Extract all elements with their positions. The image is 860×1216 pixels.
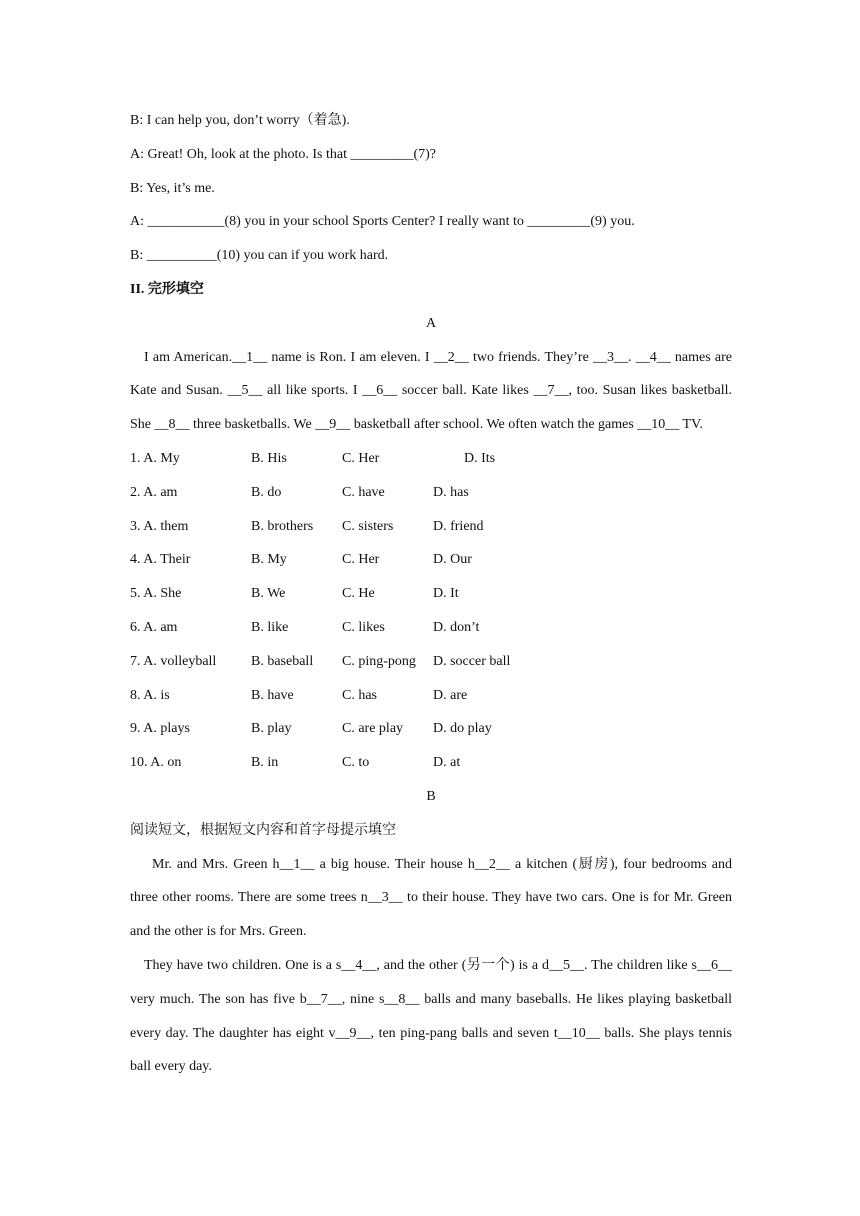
part-a-passage: I am American.__1__ name is Ron. I am eleven. I __2__ two friends. They’re __3__. __4__ names are Kate and Susan. __5__ all like sports. I __6__ soccer ball. Kate likes __7__, too. Susan likes basketball. She __8__ three basketballs. We __9__ basketball after school. We often watch the games __10__ TV.	[130, 349, 732, 433]
option-a: 5. A. She	[130, 586, 182, 602]
part-b-paragraph: They have two children. One is a s__4__, and the other (另一个) is a d__5__. The children like s__6__ very much. The son has five b__7__, nine s__8__ balls and many baseballs. He likes playing basketball every day. The daughter has eight v__9__, ten ping-pang balls and seven t__10__ balls. She plays tennis ball every day.	[130, 957, 732, 1075]
question-row	[130, 645, 732, 679]
question-row	[130, 510, 732, 544]
option-d: D. do play	[433, 721, 492, 737]
option-c: C. He	[342, 586, 375, 602]
option-c: C. are play	[342, 721, 404, 737]
option-a: 9. A. plays	[130, 721, 190, 737]
option-d: D. has	[433, 484, 469, 500]
section-heading: II. 完形填空	[130, 281, 204, 297]
question-row	[130, 476, 732, 510]
option-d: D. Our	[433, 552, 472, 568]
option-a: 4. A. Their	[130, 552, 191, 568]
question-list	[130, 442, 732, 780]
dialogue-line: A: Great! Oh, look at the photo. Is that _________(7)?	[130, 146, 436, 162]
option-a: 8. A. is	[130, 687, 170, 703]
dialogue-line: B: Yes, it’s me.	[130, 180, 215, 196]
question-row	[130, 577, 732, 611]
option-c: C. has	[342, 687, 377, 703]
option-b: B. play	[251, 721, 292, 737]
option-a: 1. A. My	[130, 450, 180, 466]
option-d: D. friend	[433, 518, 484, 534]
option-c: C. have	[342, 484, 385, 500]
option-b: B. in	[251, 755, 279, 771]
option-a: 10. A. on	[130, 755, 182, 771]
option-b: B. do	[251, 484, 282, 500]
option-c: C. to	[342, 755, 370, 771]
option-a: 7. A. volleyball	[130, 653, 217, 669]
option-b: B. brothers	[251, 518, 314, 534]
question-row	[130, 543, 732, 577]
option-a: 2. A. am	[130, 484, 178, 500]
question-row	[130, 442, 732, 476]
question-row	[130, 679, 732, 713]
option-b: B. baseball	[251, 653, 314, 669]
option-c: C. Her	[342, 552, 380, 568]
option-b: B. We	[251, 586, 286, 602]
option-d: D. at	[433, 755, 461, 771]
part-b-instruction: 阅读短文，根据短文内容和首字母提示填空	[130, 822, 396, 838]
dialogue-line: B: I can help you, don’t worry（着急).	[130, 113, 350, 128]
option-a: 3. A. them	[130, 518, 189, 534]
question-row	[130, 746, 732, 780]
option-b: B. My	[251, 552, 287, 568]
option-d: D. soccer ball	[433, 653, 511, 669]
option-a: 6. A. am	[130, 619, 178, 635]
option-c: C. likes	[342, 619, 385, 635]
option-d: D. It	[433, 586, 459, 602]
option-d: D. are	[433, 687, 468, 703]
option-d: D. Its	[464, 450, 496, 466]
option-c: C. ping-pong	[342, 653, 416, 669]
part-b-label: B	[426, 788, 436, 804]
option-b: B. His	[251, 450, 287, 466]
option-d: D. don’t	[433, 619, 480, 635]
part-b-paragraph: Mr. and Mrs. Green h__1__ a big house. Their house h__2__ a kitchen (厨房), four bedrooms and three other rooms. There are some trees n__3__ to their house. They have two cars. One is for Mr. Green and the other is for Mrs. Green.	[130, 856, 732, 940]
option-c: C. sisters	[342, 518, 394, 534]
dialogue-line: A: ___________(8) you in your school Sports Center? I really want to _________(9) you.	[130, 214, 635, 230]
document-page	[130, 104, 732, 1084]
part-a-label: A	[425, 315, 437, 331]
question-row	[130, 712, 732, 746]
option-b: B. have	[251, 687, 294, 703]
option-c: C. Her	[342, 450, 380, 466]
option-b: B. like	[251, 619, 289, 635]
dialogue-line: B: __________(10) you can if you work hard.	[130, 248, 389, 264]
question-row	[130, 611, 732, 645]
